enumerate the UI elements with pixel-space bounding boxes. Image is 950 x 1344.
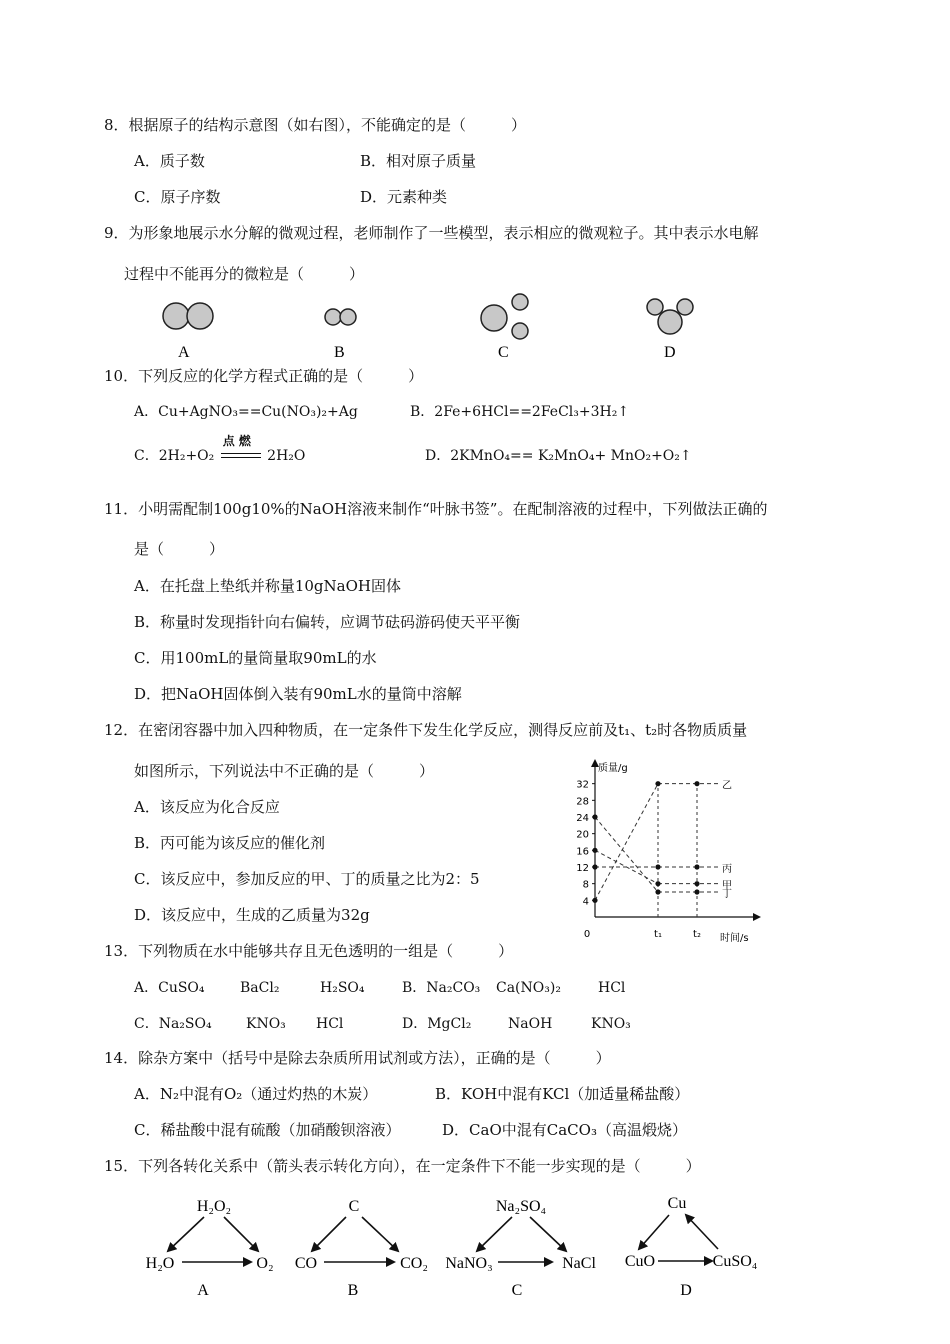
diagram-c-arrow-top-right — [530, 1217, 566, 1251]
diagram-d-arrow-right-top — [686, 1215, 718, 1249]
reaction-condition-label: 点 燃 — [222, 434, 251, 448]
data-point — [655, 864, 660, 869]
particle-model-a — [163, 303, 213, 361]
data-point — [655, 889, 660, 894]
q11-stem-line2: 是（ ） — [134, 540, 225, 558]
q12-option-b: B．丙可能为该反应的催化剂 — [134, 834, 326, 852]
particle-model-d — [647, 299, 693, 361]
q13-option-d-2: NaOH — [508, 1016, 553, 1032]
series-label: 甲 — [722, 880, 732, 892]
diagram-c-top: Na₂SO₄ — [495, 1198, 547, 1215]
y-tick-label: 16 — [576, 846, 589, 858]
q13-option-c-1: C．Na₂SO₄ — [134, 1016, 212, 1032]
y-tick-label: 8 — [582, 879, 589, 891]
reaction-condition — [221, 434, 261, 466]
q10-option-c — [134, 434, 306, 466]
diagram-d-label: D — [680, 1282, 692, 1299]
diagram-d-left: CuO — [624, 1253, 656, 1270]
mass-time-chart — [560, 755, 775, 947]
diagram-a — [146, 1198, 274, 1299]
q14-option-d: D．CaO中混有CaCO₃（高温煅烧） — [442, 1121, 687, 1139]
q13-option-b-1: B．Na₂CO₃ — [402, 980, 481, 996]
q11-option-b: B．称量时发现指针向右偏转，应调节砝码游码使天平平衡 — [134, 613, 521, 631]
y-tick-label: 28 — [576, 796, 589, 808]
chart-x-axis-arrow — [753, 913, 761, 921]
x-tick-label: 0 — [583, 929, 591, 940]
particle-label-b: B — [334, 344, 345, 361]
series-line-segment — [595, 784, 658, 901]
series-label: 乙 — [722, 780, 732, 792]
q13-option-b-3: HCl — [598, 980, 626, 996]
q10-option-b: B．2Fe+6HCl==2FeCl₃+3H₂↑ — [410, 404, 630, 420]
diagram-b-arrow-top-left — [312, 1217, 346, 1251]
diagram-c-left: NaNO₃ — [445, 1255, 493, 1272]
series-label: 丙 — [722, 864, 732, 875]
q13-option-a-1: A．CuSO₄ — [134, 980, 205, 996]
q9-stem-line1: 9．为形象地展示水分解的微观过程，老师制作了一些模型，表示相应的微观粒子。其中表示水电解 — [104, 224, 759, 242]
particle-label-c: C — [498, 344, 509, 361]
data-point — [592, 898, 597, 903]
q15-stem: 15．下列各转化关系中（箭头表示转化方向），在一定条件下不能一步实现的是（ ） — [104, 1157, 701, 1175]
q12-option-a: A．该反应为化合反应 — [134, 798, 280, 816]
q14-option-a: A．N₂中混有O₂（通过灼热的木炭） — [134, 1085, 378, 1103]
q13-option-b-2: Ca(NO₃)₂ — [496, 980, 561, 996]
data-point — [655, 781, 660, 786]
diagram-c-arrow-top-left — [477, 1217, 512, 1251]
q12-stem-line2: 如图所示，下列说法中不正确的是（ ） — [134, 762, 435, 780]
x-tick-label: t₁ — [654, 929, 662, 940]
q13-stem: 13．下列物质在水中能够共存且无色透明的一组是（ ） — [104, 942, 514, 960]
y-tick-label: 4 — [582, 896, 589, 908]
y-tick-label: 32 — [576, 779, 589, 791]
particle-model-b — [325, 309, 356, 361]
diagram-a-arrow-top-right — [224, 1217, 258, 1251]
particle-model-c — [481, 294, 528, 361]
q8-stem: 8．根据原子的结构示意图（如右图），不能确定的是（ ） — [104, 116, 527, 134]
q13-option-a-3: H₂SO₄ — [320, 980, 365, 996]
diagram-d — [625, 1195, 758, 1299]
q8-option-a: A．质子数 — [134, 152, 205, 170]
data-point — [592, 864, 597, 869]
q9-particle-models — [150, 290, 710, 366]
q10-option-a: A．Cu+AgNO₃==Cu(NO₃)₂+Ag — [134, 404, 358, 420]
diagram-c — [445, 1198, 596, 1299]
q10-stem: 10．下列反应的化学方程式正确的是（ ） — [104, 367, 424, 385]
diagram-b — [295, 1198, 428, 1299]
x-tick-label: t₂ — [693, 929, 701, 940]
chart-x-axis-label: 时间/s — [720, 933, 749, 944]
q8-option-b: B．相对原子质量 — [360, 152, 477, 170]
data-point — [694, 864, 699, 869]
diagram-d-top: Cu — [667, 1195, 687, 1212]
series-label: 丁 — [722, 889, 732, 900]
q13-option-c-2: KNO₃ — [246, 1016, 286, 1032]
data-point — [694, 889, 699, 894]
particle-label-d: D — [664, 344, 676, 361]
q14-stem: 14．除杂方案中（括号中是除去杂质所用试剂或方法），正确的是（ ） — [104, 1049, 611, 1067]
q14-option-c: C．稀盐酸中混有硫酸（加硝酸钡溶液） — [134, 1121, 401, 1139]
data-point — [694, 881, 699, 886]
chart-y-axis-label: 质量/g — [598, 763, 628, 774]
q11-option-a: A．在托盘上垫纸并称量10gNaOH固体 — [134, 577, 401, 595]
diagram-a-top: H₂O₂ — [196, 1198, 232, 1215]
diagram-b-top: C — [348, 1198, 360, 1215]
q15-transformation-diagrams — [130, 1185, 780, 1305]
q9-stem-line2: 过程中不能再分的微粒是（ ） — [124, 265, 365, 283]
q14-option-b: B．KOH中混有KCl（加适量稀盐酸） — [435, 1085, 690, 1103]
data-point — [592, 814, 597, 819]
data-point — [592, 848, 597, 853]
q12-stem-line1: 12．在密闭容器中加入四种物质，在一定条件下发生化学反应，测得反应前及t₁、t₂时各物质质量 — [104, 721, 748, 739]
q12-option-c: C．该反应中，参加反应的甲、丁的质量之比为2：5 — [134, 870, 480, 888]
q13-option-a-2: BaCl₂ — [240, 980, 280, 996]
diagram-b-left: CO — [294, 1255, 318, 1272]
q11-option-c: C．用100mL的量筒量取90mL的水 — [134, 649, 377, 667]
diagram-b-label: B — [347, 1282, 359, 1299]
q8-option-d: D．元素种类 — [360, 188, 448, 206]
y-tick-label: 12 — [576, 863, 589, 874]
data-point — [694, 781, 699, 786]
q11-stem-line1: 11．小明需配制100g10%的NaOH溶液来制作“叶脉书签”。在配制溶液的过程中，下列做法正确的 — [104, 500, 768, 518]
q13-option-d-1: D．MgCl₂ — [402, 1016, 472, 1032]
q13-option-c-3: HCl — [316, 1016, 344, 1032]
diagram-b-arrow-top-right — [362, 1217, 398, 1251]
q10-option-c-reactants: C．2H₂+O₂ — [134, 448, 215, 464]
diagram-a-right: O₂ — [256, 1255, 274, 1272]
diagram-a-arrow-top-left — [168, 1217, 204, 1251]
diagram-a-label: A — [197, 1282, 209, 1299]
y-tick-label: 24 — [576, 813, 589, 824]
diagram-a-left: H₂O — [145, 1255, 175, 1272]
y-tick-label: 20 — [576, 829, 589, 841]
data-point — [655, 881, 660, 886]
diagram-d-arrow-top-left — [639, 1215, 669, 1249]
q12-option-d: D．该反应中，生成的乙质量为32g — [134, 906, 370, 924]
q8-option-c: C．原子序数 — [134, 188, 221, 206]
q10-option-c-product: 2H₂O — [267, 448, 306, 464]
q13-option-d-3: KNO₃ — [591, 1016, 631, 1032]
q11-option-d: D．把NaOH固体倒入装有90mL水的量筒中溶解 — [134, 685, 462, 703]
q10-option-d: D．2KMnO₄== K₂MnO₄+ MnO₂+O₂↑ — [425, 448, 692, 464]
diagram-c-right: NaCl — [562, 1255, 596, 1272]
diagram-c-label: C — [511, 1282, 523, 1299]
diagram-d-right: CuSO₄ — [712, 1253, 758, 1270]
series-line-segment — [595, 817, 658, 892]
particle-label-a: A — [178, 344, 190, 361]
diagram-b-right: CO₂ — [400, 1255, 428, 1272]
